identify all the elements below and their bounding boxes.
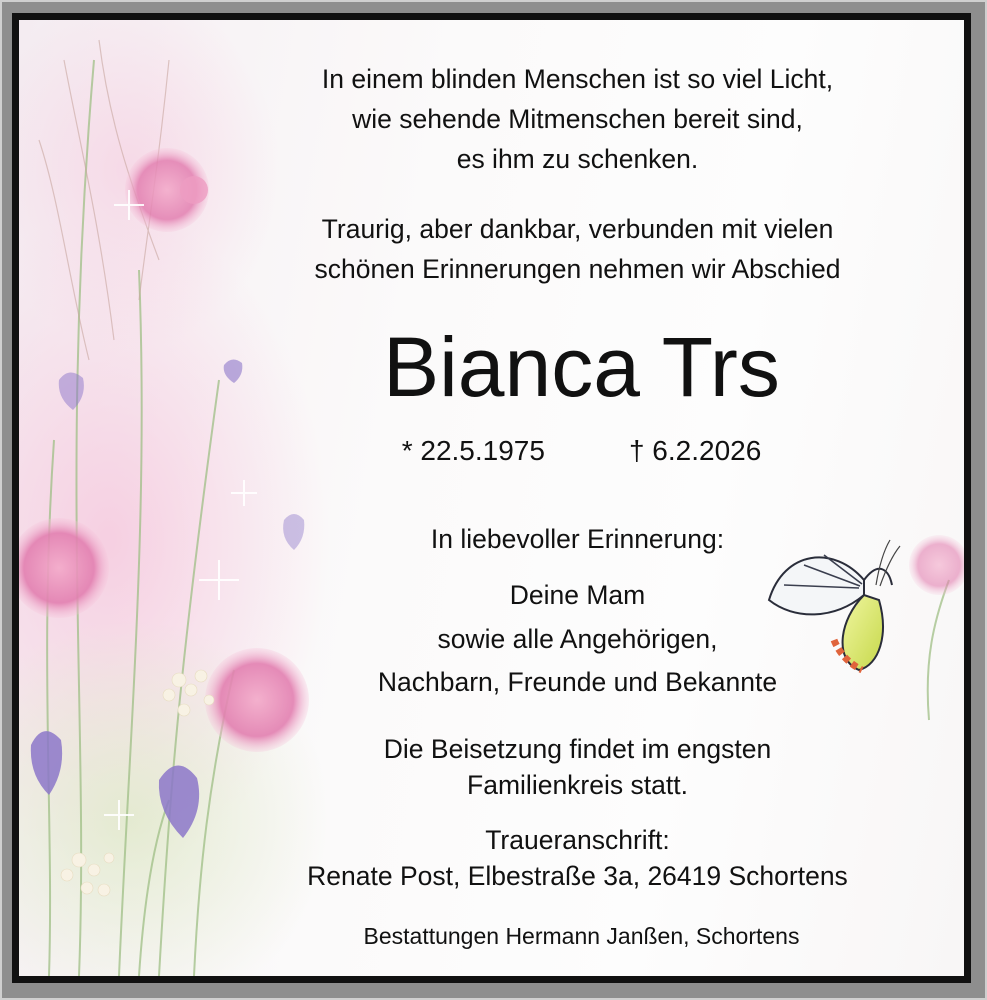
- burial-line-2: Familienkreis statt.: [467, 770, 688, 800]
- obituary-card: [19, 20, 964, 976]
- deceased-name: Bianca Trs: [383, 320, 780, 414]
- funeral-home: Bestattungen Hermann Janßen, Schortens: [363, 923, 800, 949]
- mourner-line-2: sowie alle Angehörigen,: [437, 624, 718, 654]
- life-dates: [199, 435, 964, 467]
- obituary-text: [19, 20, 964, 976]
- obituary-border: [12, 13, 971, 983]
- remembrance-heading: In liebevoller Erinnerung:: [430, 524, 725, 554]
- poem-line-1: In einem blinden Menschen ist so viel Licht,: [321, 64, 834, 94]
- mourner-line-3: Nachbarn, Freunde und Bekannte: [377, 667, 778, 697]
- address: Renate Post, Elbestraße 3a, 26419 Schortens: [307, 861, 848, 891]
- birth-date: * 22.5.1975: [401, 435, 545, 466]
- poem-line-3: es ihm zu schenken.: [456, 144, 699, 174]
- intro-line-2: schönen Erinnerungen nehmen wir Abschied: [314, 254, 841, 284]
- poem-line-2: wie sehende Mitmenschen bereit sind,: [352, 104, 803, 134]
- address-label: Traueranschrift:: [485, 825, 670, 855]
- death-date: † 6.2.2026: [628, 435, 762, 466]
- intro-line-1: Traurig, aber dankbar, verbunden mit vielen: [321, 214, 834, 244]
- burial-line-1: Die Beisetzung findet im engsten: [383, 734, 772, 764]
- mourner-line-1: Deine Mam: [509, 580, 646, 610]
